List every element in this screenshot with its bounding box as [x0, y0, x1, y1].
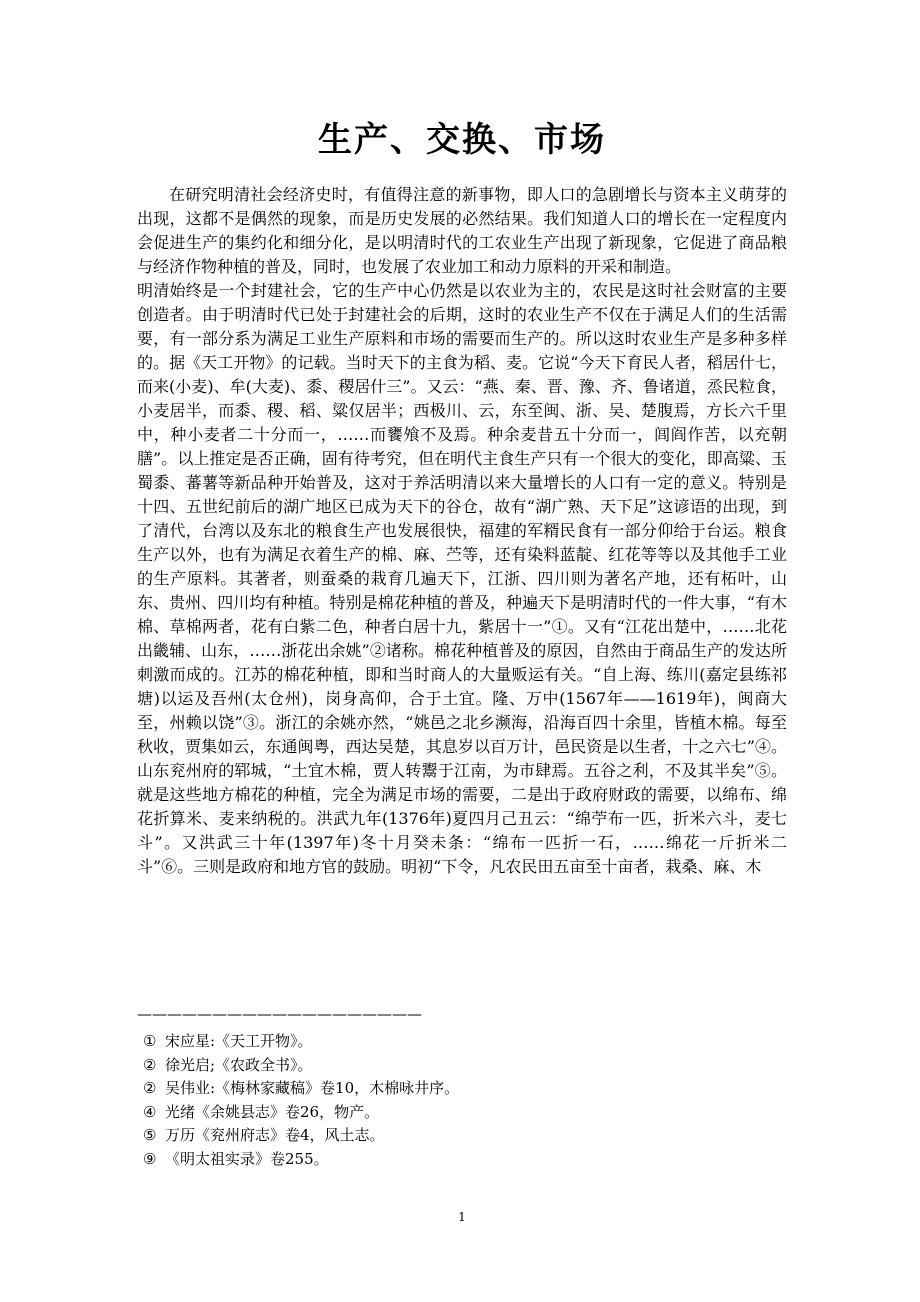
footnote-item [143, 1124, 783, 1148]
footnote-item [143, 1054, 783, 1078]
footnote-mark: ① [143, 1032, 157, 1050]
document-body [137, 183, 787, 879]
footnote-mark: ② [143, 1055, 157, 1074]
paragraph-main: 明清始终是一个封建社会，它的生产中心仍然是以农业为主的，农民是这时社会财富的主要创造者。由于明清时代已处于封建社会的后期，这时的农业生产不仅在于满足人们的生活需要，有一部分系为满足工业生产原料和市场的需要而生产的。所以这时农业生产是多种多样的。据《天工开物》的记载。当时天下的主食为稻、麦。它说“今天下育民人者，稻居什七，而来(小麦)、牟(大麦)、黍、稷居什三”。又云：“燕、秦、晋、豫、齐、鲁诸道，烝民粒食，小麦居半，而黍、稷、稻、粱仅居半；西极川、云，东至闽、浙、吴、楚腹焉，方长六千里中，种小麦者二十分而一，……而饔飧不及焉。种余麦昔五十分而一，闾阎作苦，以充朝膳”。以上推定是否正确，固有待考究，但在明代主食生产只有一个很大的变化，即高粱、玉蜀黍、蕃薯等新品种开始普及，这对于养活明清以来大量增长的人口有一定的意义。特别是十四、五世纪前后的湖广地区已成为天下的谷仓，故有“湖广熟、天下足”这谚语的出现，到了清代，台湾以及东北的粮食生产也发展很快，福建的军糈民食有一部分仰给于台运。粮食生产以外，也有为满足衣着生产的棉、麻、苎等，还有染料蓝靛、红花等等以及其他手工业的生产原料。其著者，则蚕桑的栽育几遍天下，江浙、四川则为著名产地，还有柘叶，山东、贵州、四川均有种植。特别是棉花种植的普及，种遍天下是明清时代的一件大事，“有木棉、草棉两者，花有白紫二色，种者白居十九，紫居十一”①。又有“江花出楚中，……北花出畿辅、山东，……浙花出余姚”②诸称。棉花种植普及的原因，自然由于商品生产的发达所刺激而成的。江苏的棉花种植，即和当时商人的大量贩运有关。“自上海、练川(嘉定县练祁塘)以运及吾州(太仓州)，岗身高仰，合于土宜。隆、万中(1567年——1619年)，闽商大至，州赖以饶”③。浙江的余姚亦然，“姚邑之北乡濒海，沿海百四十余里，皆植木棉。每至秋收，贾集如云，东通闽粤，西达吴楚，其息岁以百万计，邑民资是以生者，十之六七”④。山东兖州府的郓城，“土宜木棉，贾人转鬻于江南，为市肆焉。五谷之利，不及其半矣”⑤。就是这些地方棉花的种植，完全为满足市场的需要，二是出于政府财政的需要，以绵布、绵花折算米、麦来纳税的。洪武九年(1376年)夏四月己丑云：“绵苧布一匹，折米六斗，麦七斗”。又洪武三十年(1397年)冬十月癸未条：“绵布一匹折一石，……绵花一斤折米二斗”⑥。三则是政府和地方官的鼓励。明初“下令，凡农民田五亩至十亩者，栽桑、麻、木 [137, 281, 787, 876]
footnote-text: 《明太祖实录》卷255。 [165, 1149, 329, 1168]
footnote-mark: ⑤ [143, 1126, 157, 1144]
paragraph-intro: 在研究明清社会经济史时，有值得注意的新事物，即人口的急剧增长与资本主义萌芽的出现，这都不是偶然的现象，而是历史发展的必然结果。我们知道人口的增长在一定程度内会促进生产的集约化和细分化，是以明清时代的工农业生产出现了新现象，它促进了商品粮与经济作物种植的普及，同时，也发展了农业加工和动力原料的开采和制造。 [137, 185, 787, 276]
footnote-text: 吴伟业:《梅林家藏稿》卷10，木棉咏井序。 [165, 1079, 460, 1097]
footnote-mark: ② [143, 1079, 157, 1097]
footnote-item [143, 1077, 783, 1101]
footnote-mark: ④ [143, 1102, 157, 1121]
footnote-text: 万历《兖州府志》卷4，风土志。 [165, 1126, 385, 1144]
footnote-item [143, 1030, 783, 1054]
footnote-mark: ⑨ [143, 1149, 157, 1168]
footnote-item [143, 1148, 783, 1172]
footnote-text: 宋应星:《天工开物》。 [165, 1032, 313, 1050]
page-number: 1 [458, 1210, 466, 1224]
footnote-separator: ——————————————————— [137, 1005, 422, 1023]
footnote-list [143, 1030, 783, 1171]
footnote-item [143, 1101, 783, 1125]
document-title: 生产、交换、市场 [318, 120, 606, 160]
footnote-text: 光绪《余姚县志》卷26，物产。 [165, 1102, 380, 1121]
footnote-text: 徐光启;《农政全书》。 [165, 1055, 313, 1074]
